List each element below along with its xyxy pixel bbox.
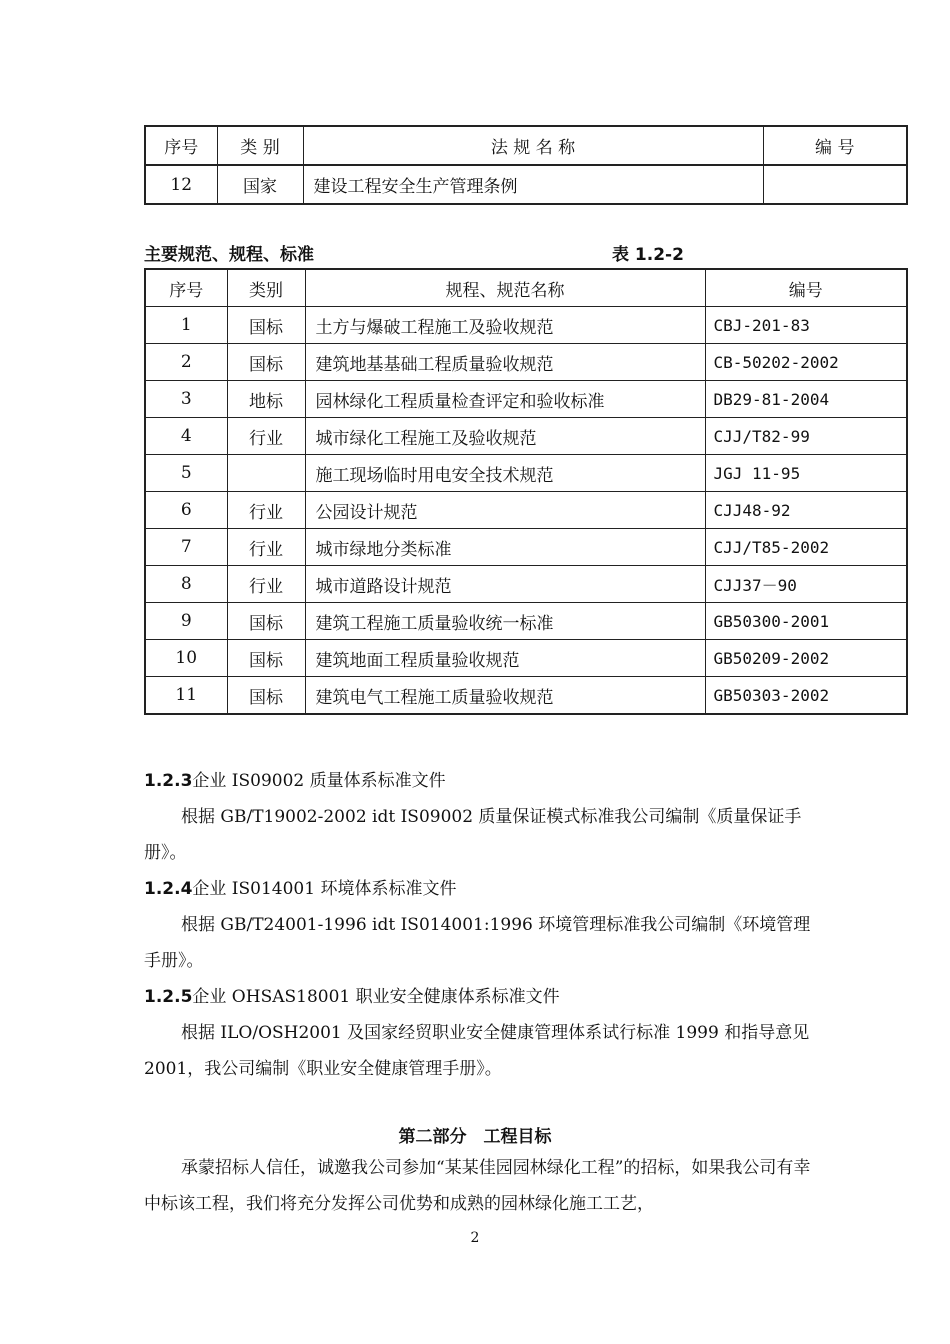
cell-code: CJJ37－90 (705, 566, 907, 603)
table-row (145, 566, 907, 603)
table-row (145, 603, 907, 640)
cell-category: 国家 (217, 165, 303, 204)
header-code: 编号 (705, 269, 907, 307)
cell-name: 建筑地基基础工程质量验收规范 (305, 344, 705, 381)
table-number: 表 1.2-2 (612, 245, 684, 265)
cell-code: CJJ/T85-2002 (705, 529, 907, 566)
part2-body: 承蒙招标人信任，诚邀我公司参加“某某佳园园林绿化工程”的招标，如果我公司有幸中标该工程，我们将充分发挥公司优势和成熟的园林绿化施工工艺， (144, 1158, 811, 1214)
table-row (145, 529, 907, 566)
table-caption: 主要规范、规程、标准 (144, 245, 314, 265)
table-row (145, 344, 907, 381)
section-body: 根据 ILO/OSH2001 及国家经贸职业安全健康管理体系试行标准 1999 和指导意见 2001，我公司编制《职业安全健康管理手册》。 (144, 1023, 810, 1079)
cell-category (227, 455, 305, 492)
cell-no: 9 (145, 603, 227, 640)
cell-category: 国标 (227, 344, 305, 381)
cell-code: GB50303-2002 (705, 677, 907, 715)
section-number: 1.2.3 (144, 771, 193, 791)
header-no: 序号 (145, 126, 217, 165)
cell-name: 园林绿化工程质量检查评定和验收标准 (305, 381, 705, 418)
cell-no: 2 (145, 344, 227, 381)
cell-name: 建筑电气工程施工质量验收规范 (305, 677, 705, 715)
cell-category: 行业 (227, 492, 305, 529)
cell-name: 城市绿地分类标准 (305, 529, 705, 566)
section-heading (144, 871, 824, 907)
table-row (145, 677, 907, 715)
cell-no: 5 (145, 455, 227, 492)
cell-category: 行业 (227, 529, 305, 566)
cell-no: 1 (145, 307, 227, 344)
table-row (145, 307, 907, 344)
part2-body-block (144, 1150, 824, 1222)
table-row (145, 492, 907, 529)
header-category: 类别 (227, 269, 305, 307)
section-title: 企业 IS014001 环境体系标准文件 (192, 879, 457, 899)
cell-code (763, 165, 907, 204)
cell-no: 6 (145, 492, 227, 529)
section-heading (144, 763, 824, 799)
cell-category: 地标 (227, 381, 305, 418)
standards-table (144, 268, 908, 715)
cell-code: CJJ/T82-99 (705, 418, 907, 455)
table-header-row (145, 269, 907, 307)
section-title: 企业 IS09002 质量体系标准文件 (192, 771, 446, 791)
section-title: 企业 OHSAS18001 职业安全健康体系标准文件 (192, 987, 560, 1007)
header-no: 序号 (145, 269, 227, 307)
header-code: 编 号 (763, 126, 907, 165)
cell-no: 3 (145, 381, 227, 418)
cell-category: 国标 (227, 677, 305, 715)
section-number: 1.2.5 (144, 987, 193, 1007)
cell-category: 国标 (227, 640, 305, 677)
cell-category: 国标 (227, 307, 305, 344)
cell-name: 建设工程安全生产管理条例 (303, 165, 763, 204)
header-name: 法 规 名 称 (303, 126, 763, 165)
cell-code: JGJ 11-95 (705, 455, 907, 492)
cell-category: 行业 (227, 566, 305, 603)
header-name: 规程、规范名称 (305, 269, 705, 307)
cell-name: 土方与爆破工程施工及验收规范 (305, 307, 705, 344)
page-number: 2 (470, 1230, 480, 1246)
cell-code: CB-50202-2002 (705, 344, 907, 381)
cell-code: CJJ48-92 (705, 492, 907, 529)
table-row (145, 455, 907, 492)
cell-category: 行业 (227, 418, 305, 455)
cell-no: 11 (145, 677, 227, 715)
section-body: 根据 GB/T19002-2002 idt IS09002 质量保证模式标准我公司编制《质量保证手册》。 (144, 807, 802, 863)
cell-name: 施工现场临时用电安全技术规范 (305, 455, 705, 492)
part-title: 第二部分 工程目标 (398, 1127, 552, 1147)
cell-name: 建筑工程施工质量验收统一标准 (305, 603, 705, 640)
cell-name: 城市绿化工程施工及验收规范 (305, 418, 705, 455)
cell-code: CBJ-201-83 (705, 307, 907, 344)
section-number: 1.2.4 (144, 879, 193, 899)
cell-code: GB50209-2002 (705, 640, 907, 677)
cell-no: 7 (145, 529, 227, 566)
section-heading (144, 979, 824, 1015)
cell-code: DB29-81-2004 (705, 381, 907, 418)
table-header-row (145, 126, 907, 165)
cell-category: 国标 (227, 603, 305, 640)
cell-name: 城市道路设计规范 (305, 566, 705, 603)
cell-name: 建筑地面工程质量验收规范 (305, 640, 705, 677)
cell-no: 4 (145, 418, 227, 455)
standards-sections (144, 763, 824, 1087)
table-row (145, 640, 907, 677)
cell-no: 12 (145, 165, 217, 204)
cell-code: GB50300-2001 (705, 603, 907, 640)
table-row (145, 165, 907, 204)
section-body: 根据 GB/T24001-1996 idt IS014001:1996 环境管理标准我公司编制《环境管理手册》。 (144, 915, 811, 971)
cell-no: 10 (145, 640, 227, 677)
cell-name: 公园设计规范 (305, 492, 705, 529)
cell-no: 8 (145, 566, 227, 603)
table-row (145, 418, 907, 455)
regulations-table (144, 125, 908, 205)
header-category: 类 别 (217, 126, 303, 165)
table-row (145, 381, 907, 418)
